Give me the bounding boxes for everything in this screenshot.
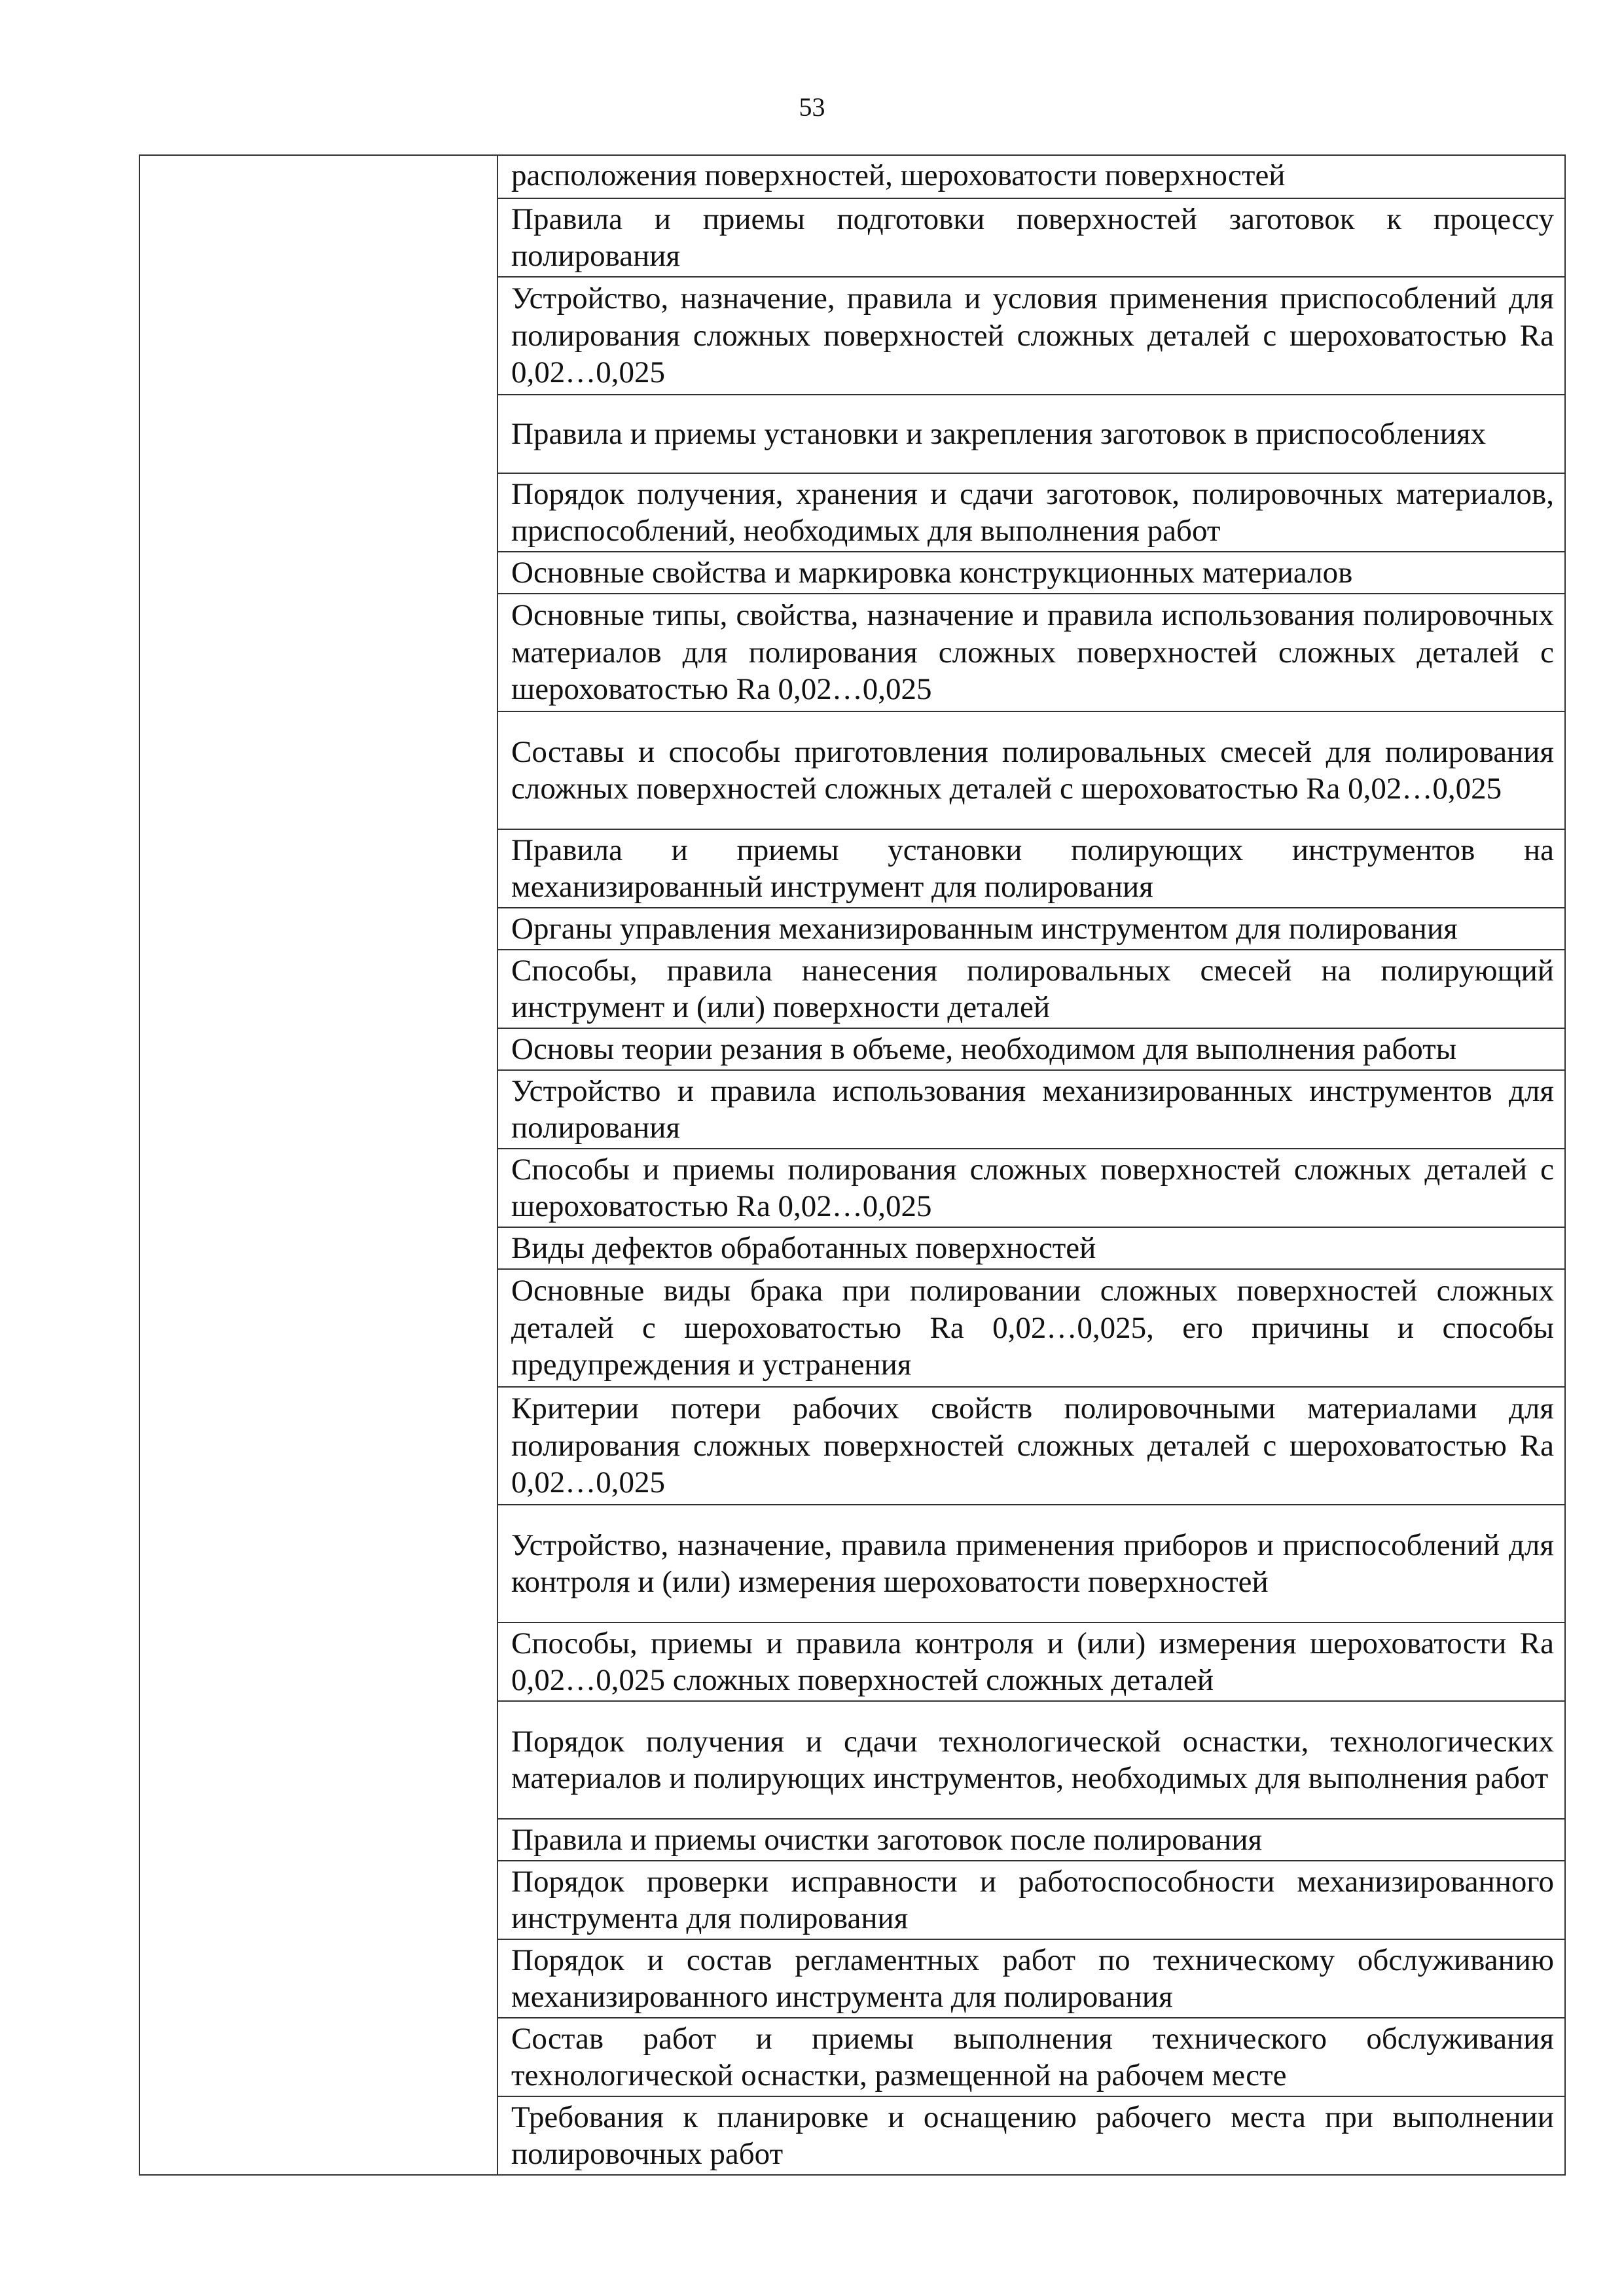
knowledge-item: Основные свойства и маркировка конструкционных материалов xyxy=(497,552,1565,594)
knowledge-item: Порядок получения, хранения и сдачи заготовок, полировочных материалов, приспособлений, необходимых для выполнения работ xyxy=(497,473,1565,552)
knowledge-item: Критерии потери рабочих свойств полировочными материалами для полирования сложных поверхностей сложных деталей с шероховатостью Ra 0,02…0,025 xyxy=(497,1387,1565,1505)
knowledge-item: Способы и приемы полирования сложных поверхностей сложных деталей с шероховатостью Ra 0,02…0,025 xyxy=(497,1149,1565,1227)
knowledge-item: Способы, правила нанесения полировальных смесей на полирующий инструмент и (или) поверхности деталей xyxy=(497,950,1565,1028)
knowledge-item: Виды дефектов обработанных поверхностей xyxy=(497,1227,1565,1269)
knowledge-item: Органы управления механизированным инструментом для полирования xyxy=(497,908,1565,950)
knowledge-item: Правила и приемы очистки заготовок после полирования xyxy=(497,1819,1565,1861)
knowledge-item: Порядок проверки исправности и работоспособности механизированного инструмента для полирования xyxy=(497,1861,1565,1939)
knowledge-item: Основные виды брака при полировании сложных поверхностей сложных деталей с шероховатостью Ra 0,02…0,025, его причины и способы предупреждения и устранения xyxy=(497,1269,1565,1387)
knowledge-item: Порядок получения и сдачи технологической оснастки, технологических материалов и полирующих инструментов, необходимых для выполнения работ xyxy=(497,1701,1565,1819)
knowledge-item: Устройство, назначение, правила и условия применения приспособлений для полирования сложных поверхностей сложных деталей с шероховатостью Ra 0,02…0,025 xyxy=(497,277,1565,395)
knowledge-item: Правила и приемы установки полирующих инструментов на механизированный инструмент для полирования xyxy=(497,829,1565,908)
knowledge-item: Состав работ и приемы выполнения технического обслуживания технологической оснастки, размещенной на рабочем месте xyxy=(497,2018,1565,2096)
knowledge-item: Порядок и состав регламентных работ по техническому обслуживанию механизированного инструмента для полирования xyxy=(497,1939,1565,2018)
empty-left-cell xyxy=(139,155,497,2175)
knowledge-item: Способы, приемы и правила контроля и (или) измерения шероховатости Ra 0,02…0,025 сложных поверхностей сложных деталей xyxy=(497,1623,1565,1701)
knowledge-table xyxy=(139,154,1566,2176)
knowledge-item: Составы и способы приготовления полировальных смесей для полирования сложных поверхностей сложных деталей с шероховатостью Ra 0,02…0,025 xyxy=(497,711,1565,829)
knowledge-item: Требования к планировке и оснащению рабочего места при выполнении полировочных работ xyxy=(497,2096,1565,2175)
knowledge-item: расположения поверхностей, шероховатости поверхностей xyxy=(497,155,1565,198)
knowledge-item: Устройство и правила использования механизированных инструментов для полирования xyxy=(497,1070,1565,1149)
table-row xyxy=(139,155,1565,198)
page-number: 53 xyxy=(799,92,825,122)
knowledge-table-body xyxy=(139,155,1565,2175)
knowledge-item: Правила и приемы подготовки поверхностей заготовок к процессу полирования xyxy=(497,198,1565,277)
knowledge-item: Основные типы, свойства, назначение и правила использования полировочных материалов для полирования сложных поверхностей сложных деталей с шероховатостью Ra 0,02…0,025 xyxy=(497,594,1565,711)
knowledge-item: Устройство, назначение, правила применения приборов и приспособлений для контроля и (или) измерения шероховатости поверхностей xyxy=(497,1505,1565,1623)
knowledge-item: Правила и приемы установки и закрепления заготовок в приспособлениях xyxy=(497,395,1565,473)
knowledge-item: Основы теории резания в объеме, необходимом для выполнения работы xyxy=(497,1028,1565,1070)
